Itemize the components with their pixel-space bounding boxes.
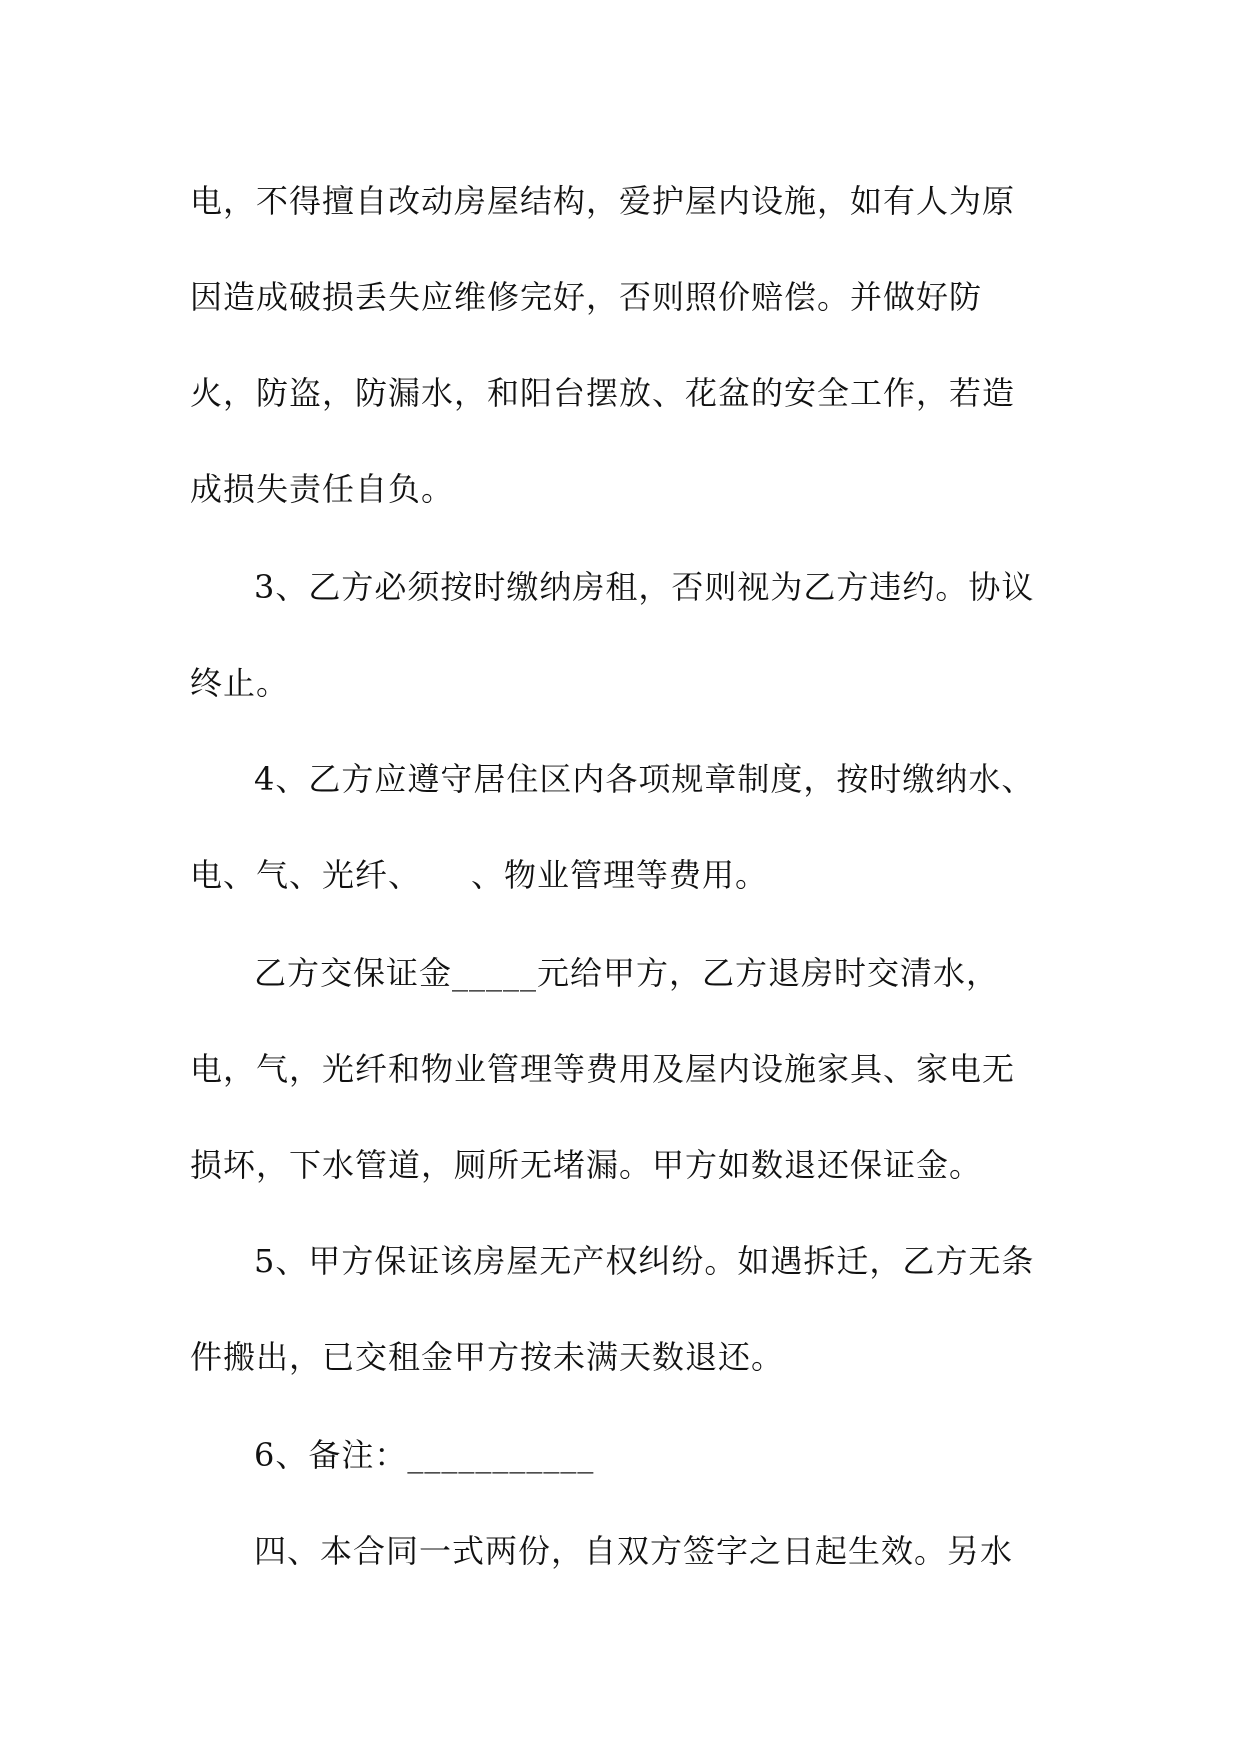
text-line: 终止。	[190, 664, 290, 702]
text-line: 件搬出，已交租金甲方按未满天数退还。	[190, 1338, 785, 1376]
deposit-paragraph-first-line: 乙方交保证金_____元给甲方，乙方退房时交清水，	[254, 954, 1000, 992]
paragraph-5-first-line: 5、甲方保证该房屋无产权纠纷。如遇拆迁，乙方无条	[254, 1242, 1035, 1280]
paragraph-3-first-line: 3、乙方必须按时缴纳房租，否则视为乙方违约。协议	[254, 568, 1035, 606]
paragraph-4-first-line: 4、乙方应遵守居住区内各项规章制度，按时缴纳水、	[254, 760, 1035, 798]
clause-four-first-line: 四、本合同一式两份，自双方签字之日起生效。另水	[254, 1532, 1014, 1570]
remarks-line: 6、备注：___________	[254, 1436, 595, 1474]
text-line: 电，不得擅自改动房屋结构，爱护屋内设施，如有人为原	[190, 182, 1016, 220]
text-line: 因造成破损丢失应维修完好，否则照价赔偿。并做好防	[190, 278, 983, 316]
text-line: 损坏，下水管道，厕所无堵漏。甲方如数退还保证金。	[190, 1146, 983, 1184]
text-line: 电、气、光纤、 、物业管理等费用。	[190, 856, 769, 894]
text-line: 火，防盗，防漏水，和阳台摆放、花盆的安全工作，若造	[190, 374, 1016, 412]
text-line: 成损失责任自负。	[190, 470, 455, 508]
text-line: 电，气，光纤和物业管理等费用及屋内设施家具、家电无	[190, 1050, 1016, 1088]
